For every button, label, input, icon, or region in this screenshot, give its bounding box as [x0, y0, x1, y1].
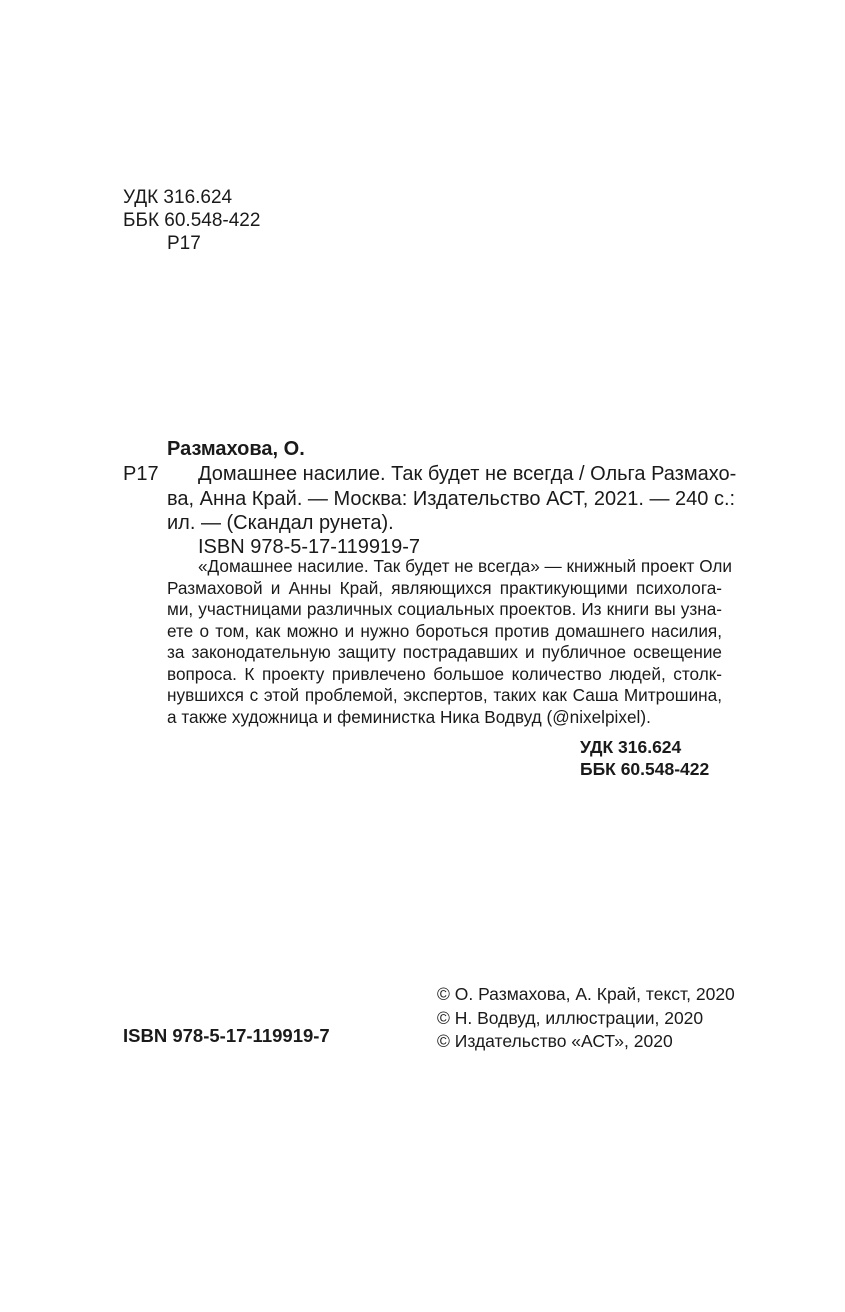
copyright-notices	[437, 983, 735, 1054]
annotation-line: ми, участницами различных социальных проектов. Из книги вы узна-	[167, 599, 722, 619]
classification-codes-top	[123, 186, 260, 255]
annotation	[167, 556, 732, 728]
bbk-code: ББК 60.548-422	[123, 210, 261, 231]
annotation-line: ете о том, как можно и нужно бороться против домашнего насилия,	[167, 620, 722, 641]
title-line: ва, Анна Край. — Москва: Издательство АСТ, 2021. — 240 с.:	[167, 487, 736, 510]
annotation-line: за законодательную защиту пострадавших и публичное освещение	[167, 642, 722, 662]
annotation-line: нувшихся с этой проблемой, экспертов, таких как Саша Митрошина,	[167, 685, 722, 705]
classification-codes-right	[580, 736, 709, 780]
annotation-line: «Домашнее насилие. Так будет не всегда» — книжный проект Оли	[198, 556, 732, 576]
annotation-line: вопроса. К проекту привлечено большое количество людей, столк-	[167, 663, 722, 684]
copyright-line: © Н. Водвуд, иллюстрации, 2020	[437, 1007, 704, 1028]
copyright-line: © Издательство «АСТ», 2020	[437, 1031, 673, 1051]
bbk-code-bold: ББК 60.548-422	[580, 759, 710, 779]
title-line: Домашнее насилие. Так будет не всегда / Ольга Размахо-	[198, 463, 737, 485]
annotation-line: Размаховой и Анны Край, являющихся практикующими психолога-	[167, 577, 722, 598]
udk-code-bold: УДК 316.624	[580, 737, 682, 757]
author-heading: Размахова, О.	[167, 438, 305, 460]
isbn-entry: ISBN 978-5-17-119919-7	[198, 536, 420, 558]
isbn-bold: ISBN 978-5-17-119919-7	[123, 1025, 330, 1046]
author-mark-index: Р17	[123, 463, 159, 485]
annotation-line: а также художница и феминистка Ника Водвуд (@nixelpixel).	[167, 706, 651, 727]
author-mark: Р17	[167, 233, 201, 254]
title-line: ил. — (Скандал рунета).	[167, 512, 394, 534]
udk-code: УДК 316.624	[123, 187, 233, 208]
bibliographic-description	[167, 462, 737, 536]
copyright-line: © О. Размахова, А. Край, текст, 2020	[437, 984, 735, 1004]
